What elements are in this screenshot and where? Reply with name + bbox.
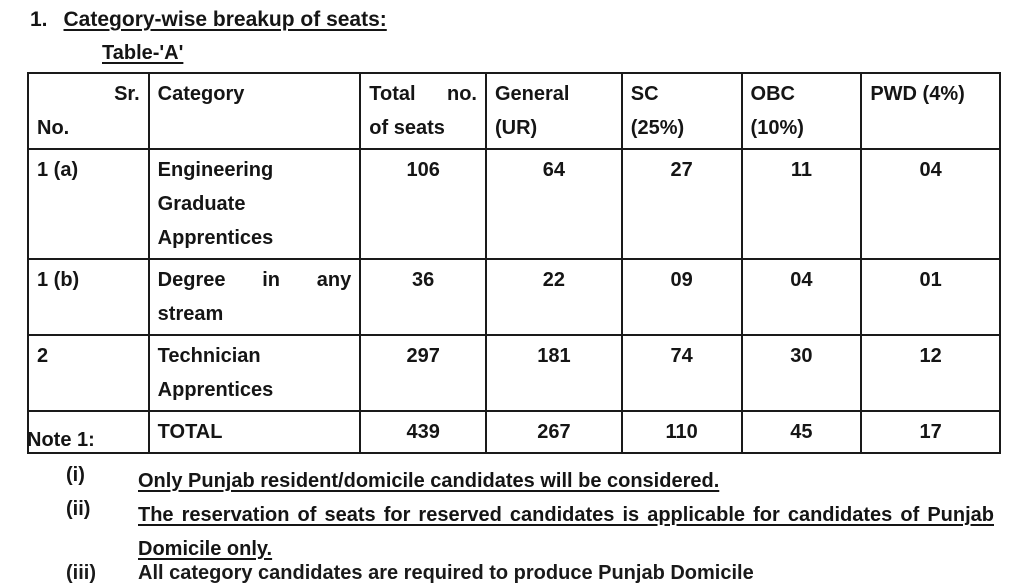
cell-obc-sum: 45: [742, 411, 862, 453]
table-row: [28, 259, 1000, 335]
cell-sr: 1 (a): [28, 149, 149, 259]
cell-category: [149, 259, 361, 335]
header-general-line2: (UR): [495, 117, 538, 139]
table-row: [28, 335, 1000, 411]
table-row: [28, 149, 1000, 259]
table-header-row: [28, 73, 1000, 149]
category-line: stream: [157, 303, 224, 325]
note-marker: (iii): [66, 562, 96, 584]
header-general-line1: General: [495, 83, 570, 105]
header-obc-line2: (10%): [750, 117, 804, 139]
cell-pwd: 01: [861, 259, 1000, 335]
note-text: The reservation of seats for reserved candidates is applicable for candidates of Punjab Domicile only.: [138, 504, 994, 560]
cell-total-sum: 439: [360, 411, 486, 453]
header-pwd: [861, 73, 1000, 149]
cell-pwd-sum: 17: [861, 411, 1000, 453]
cell-sr: 1 (b): [28, 259, 149, 335]
header-sc-line1: SC: [630, 83, 659, 105]
cell-sc: 09: [622, 259, 742, 335]
cell-general: 22: [486, 259, 622, 335]
seats-table: [27, 72, 1001, 454]
cell-category: [149, 149, 361, 259]
category-line: Apprentices: [157, 379, 274, 401]
header-obc: [742, 73, 862, 149]
header-sr-top: Sr.: [114, 83, 140, 105]
category-line: Technician: [157, 345, 261, 367]
cell-general: 64: [486, 149, 622, 259]
cell-general: 181: [486, 335, 622, 411]
header-total-line1: Total no.: [369, 83, 477, 105]
table-total-row: [28, 411, 1000, 453]
note-text: Only Punjab resident/domicile candidates will be considered.: [138, 470, 720, 492]
cell-total: 106: [360, 149, 486, 259]
header-sc: [622, 73, 742, 149]
header-pwd-label: PWD (4%): [870, 83, 965, 105]
cell-obc: 30: [742, 335, 862, 411]
cell-sc-sum: 110: [622, 411, 742, 453]
header-sc-line2: (25%): [630, 117, 685, 139]
header-total: [360, 73, 486, 149]
header-sr-no: [28, 73, 149, 149]
note-text: All category candidates are required to produce Punjab Domicile: [138, 562, 754, 584]
category-line: Apprentices: [157, 227, 274, 249]
note-title: Note 1:: [27, 429, 95, 451]
cell-sr: 2: [28, 335, 149, 411]
cell-general-sum: 267: [486, 411, 622, 453]
section-title: Category-wise breakup of seats:: [63, 8, 387, 31]
section-heading: [30, 8, 387, 32]
table-title: Table-'A': [102, 42, 184, 64]
category-line: Engineering: [157, 159, 274, 181]
cell-total: 36: [360, 259, 486, 335]
cell-pwd: 04: [861, 149, 1000, 259]
cell-category: [149, 335, 361, 411]
cell-sc: 27: [622, 149, 742, 259]
header-general: [486, 73, 622, 149]
cell-obc: 11: [742, 149, 862, 259]
note-marker: (ii): [66, 498, 91, 520]
cell-pwd: 12: [861, 335, 1000, 411]
header-total-line2: of seats: [369, 117, 445, 139]
cell-obc: 04: [742, 259, 862, 335]
cell-total: 297: [360, 335, 486, 411]
header-category-label: Category: [157, 83, 245, 105]
header-obc-line1: OBC: [750, 83, 795, 105]
cell-total-label: TOTAL: [149, 411, 361, 453]
category-line: Graduate: [157, 193, 246, 215]
note-marker: (i): [66, 464, 85, 486]
note-item-partial: [66, 562, 754, 585]
section-number: 1.: [30, 8, 48, 31]
header-category: [149, 73, 361, 149]
category-line: Degree in any: [157, 269, 352, 291]
header-sr-bottom: No.: [37, 117, 70, 139]
cell-sc: 74: [622, 335, 742, 411]
